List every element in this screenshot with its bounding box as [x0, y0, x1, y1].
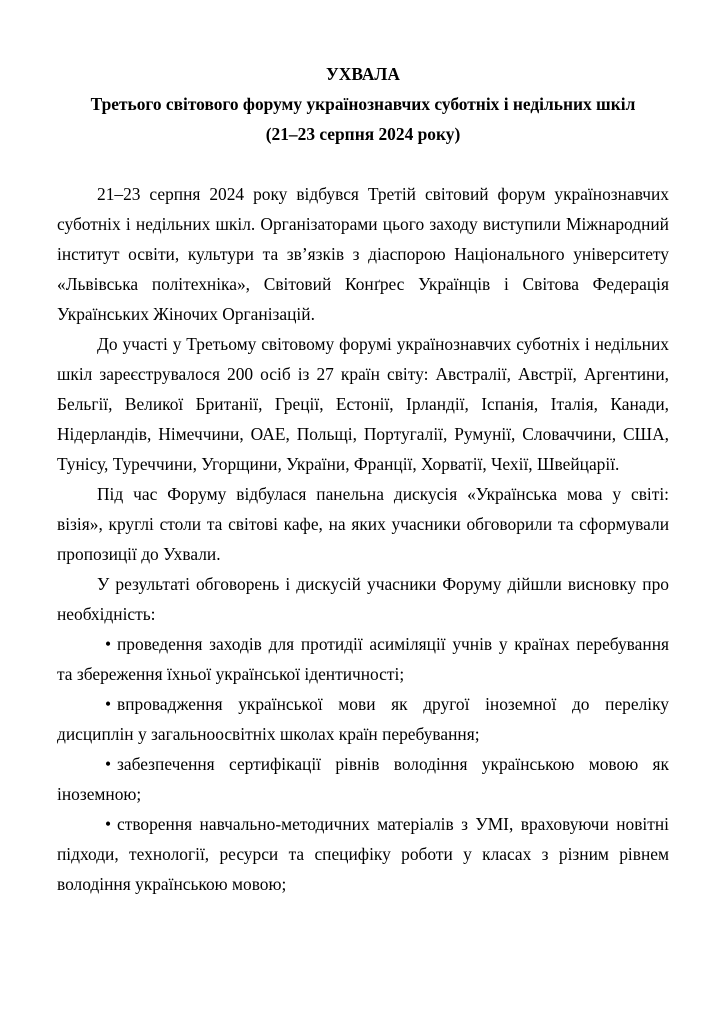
document-heading: [57, 59, 669, 149]
paragraph-intro: 21–23 серпня 2024 року відбувся Третій світовий форум українознавчих суботніх і недільних шкіл. Організаторами цього заходу виступили Міжнародний інститут освіти, культури та зв’язків з діаспорою Національного університету «Львівська політехніка», Світовий Конґрес Українців і Світова Федерація Українських Жіночих Організацій.: [57, 184, 669, 324]
bullet-item-3: [57, 749, 669, 809]
bullet-text: проведення заходів для протидії асиміляції учнів у країнах перебування та збереження їхньої української ідентичності;: [57, 634, 669, 684]
bullet-marker: •: [105, 754, 112, 774]
paragraph-participants: До участі у Третьому світовому форумі українознавчих суботніх і недільних шкіл зареєструвалося 200 осіб із 27 країн світу: Австралії, Австрії, Аргентини, Бельгії, Великої Британії, Греції, Естонії, Ірландії, Іспанія, Італія, Канади, Нідерландів, Німеччини, ОАЕ, Польщі, Португалії, Румунії, Словаччини, США, Тунісу, Туреччини, Угорщини, України, Франції, Хорватії, Чехії, Швейцарії.: [57, 334, 669, 474]
bullet-text: забезпечення сертифікації рівнів володіння українською мовою як іноземною;: [57, 754, 669, 804]
paragraph-conclusion-lead: У результаті обговорень і дискусій учасники Форуму дійшли висновку про необхідність:: [57, 574, 669, 624]
bullet-text: впровадження української мови як другої іноземної до переліку дисциплін у загальноосвітніх школах країн перебування;: [57, 694, 669, 744]
bullet-item-4: [57, 809, 669, 899]
bullet-item-2: [57, 689, 669, 749]
document-date-line: (21–23 серпня 2024 року): [265, 124, 461, 144]
bullet-marker: •: [105, 814, 112, 834]
document-subtitle: Третього світового форуму українознавчих суботніх і недільних шкіл: [90, 94, 636, 114]
bullet-text: створення навчально-методичних матеріалів з УМІ, враховуючи новітні підходи, технології, ресурси та специфіку роботи у класах з різним рівнем володіння українською мовою;: [57, 814, 669, 894]
document-title: УХВАЛА: [326, 64, 400, 84]
paragraph-events: Під час Форуму відбулася панельна дискусія «Українська мова у світі: візія», круглі столи та світові кафе, на яких учасники обговорили та сформували пропозиції до Ухвали.: [57, 484, 669, 564]
bullet-item-1: [57, 629, 669, 689]
bullet-marker: •: [105, 634, 112, 654]
document-body: [57, 179, 669, 899]
bullet-marker: •: [105, 694, 112, 714]
